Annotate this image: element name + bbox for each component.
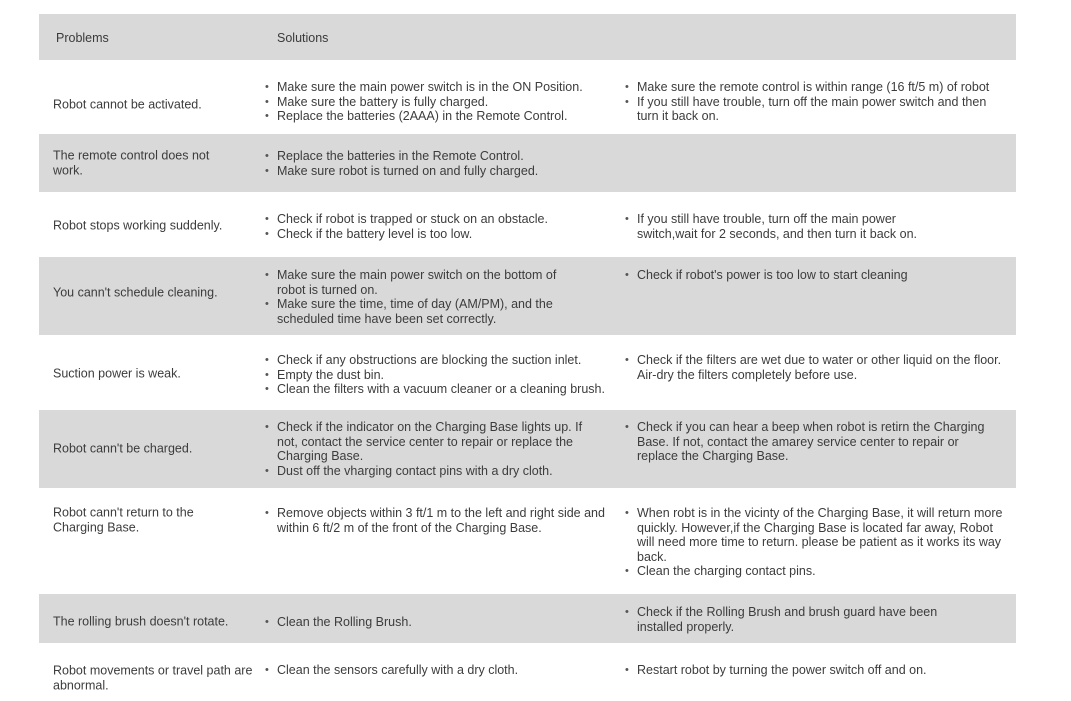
solution-list-secondary xyxy=(625,663,1010,678)
table-row xyxy=(39,192,1016,257)
problem-cell: The rolling brush doesn't rotate. xyxy=(53,614,229,629)
solution-item: • Check if any obstructions are blocking the suction inlet. xyxy=(265,353,610,368)
solution-list-primary xyxy=(265,80,610,124)
solution-list-primary xyxy=(265,353,610,397)
problem-cell: Robot stops working suddenly. xyxy=(53,218,223,233)
problem-cell: Robot cannot be activated. xyxy=(53,97,202,112)
solution-list-primary xyxy=(265,420,595,478)
solution-item: • Clean the filters with a vacuum cleaner or a cleaning brush. xyxy=(265,382,610,397)
solution-item: • If you still have trouble, turn off the main power switch and then turn it back on. xyxy=(625,95,1000,124)
solution-item: • Clean the charging contact pins. xyxy=(625,564,1005,579)
solution-list-secondary xyxy=(625,420,1000,464)
solution-item: • Check if the Rolling Brush and brush guard have been installed properly. xyxy=(625,605,965,634)
solution-item: • Replace the batteries in the Remote Control. xyxy=(265,149,610,164)
table-row xyxy=(39,488,1016,594)
solution-item: • Check if robot's power is too low to start cleaning xyxy=(625,268,1010,283)
solution-item: • Restart robot by turning the power switch off and on. xyxy=(625,663,1010,678)
solution-list-secondary xyxy=(625,212,940,241)
solution-item: • Make sure robot is turned on and fully charged. xyxy=(265,164,610,179)
solution-list-primary xyxy=(265,663,610,678)
table-row xyxy=(39,60,1016,134)
solution-item: • Check if the filters are wet due to water or other liquid on the floor. Air-dry the filters completely before use. xyxy=(625,353,1010,382)
solution-list-primary xyxy=(265,149,610,178)
solution-item: • Make sure the remote control is within range (16 ft/5 m) of robot xyxy=(625,80,1000,95)
problems-header: Problems xyxy=(56,31,109,45)
solution-list-secondary xyxy=(625,268,1010,283)
solution-item: • Make sure the time, time of day (AM/PM), and the scheduled time have been set correctly. xyxy=(265,297,575,326)
solution-item: • When robt is in the vicinty of the Charging Base, it will return more quickly. However,if the Charging Base is located far away, Robot will need more time to return. please be patient as it works its way back. xyxy=(625,506,1005,564)
table-row xyxy=(39,335,1016,410)
solution-item: • If you still have trouble, turn off the main power switch,wait for 2 seconds, and then turn it back on. xyxy=(625,212,940,241)
solution-list-secondary xyxy=(625,605,965,634)
solution-item: • Remove objects within 3 ft/1 m to the left and right side and within 6 ft/2 m of the front of the Charging Base. xyxy=(265,506,605,535)
problem-cell: Suction power is weak. xyxy=(53,366,181,381)
solution-item: • Make sure the battery is fully charged. xyxy=(265,95,610,110)
table-row xyxy=(39,594,1016,643)
solution-item: • Dust off the vharging contact pins with a dry cloth. xyxy=(265,464,595,479)
problem-cell: Robot movements or travel path are abnormal. xyxy=(53,663,253,692)
solution-item: • Make sure the main power switch on the bottom of robot is turned on. xyxy=(265,268,575,297)
solutions-header: Solutions xyxy=(277,31,329,45)
solution-list-primary xyxy=(265,212,610,241)
problem-cell: Robot cann't be charged. xyxy=(53,441,193,456)
problem-cell: The remote control does not work. xyxy=(53,148,210,177)
solution-item: • Make sure the main power switch is in the ON Position. xyxy=(265,80,610,95)
solution-item: • Clean the Rolling Brush. xyxy=(265,615,610,630)
solution-item: • Check if the indicator on the Charging Base lights up. If not, contact the service center to repair or replace the Charging Base. xyxy=(265,420,595,464)
problem-cell: You cann't schedule cleaning. xyxy=(53,285,218,300)
solution-item: • Check if you can hear a beep when robot is retirn the Charging Base. If not, contact the amarey service center to repair or replace the Charging Base. xyxy=(625,420,1000,464)
solution-item: • Replace the batteries (2AAA) in the Remote Control. xyxy=(265,109,610,124)
solution-list-secondary xyxy=(625,80,1000,124)
solution-item: • Empty the dust bin. xyxy=(265,368,610,383)
solution-list-primary xyxy=(265,268,575,326)
solution-list-secondary xyxy=(625,353,1010,382)
table-row xyxy=(39,410,1016,488)
table-header xyxy=(39,14,1016,60)
problem-cell: Robot cann't return to the Charging Base. xyxy=(53,505,194,534)
solution-item: • Clean the sensors carefully with a dry cloth. xyxy=(265,663,610,678)
solution-item: • Check if robot is trapped or stuck on an obstacle. xyxy=(265,212,610,227)
solution-item: • Check if the battery level is too low. xyxy=(265,227,610,242)
table-row xyxy=(39,643,1016,699)
solution-list-primary xyxy=(265,506,605,535)
troubleshooting-table xyxy=(39,14,1016,699)
solution-list-secondary xyxy=(625,506,1005,579)
table-row xyxy=(39,134,1016,192)
table-row xyxy=(39,257,1016,335)
solution-list-primary xyxy=(265,615,610,630)
